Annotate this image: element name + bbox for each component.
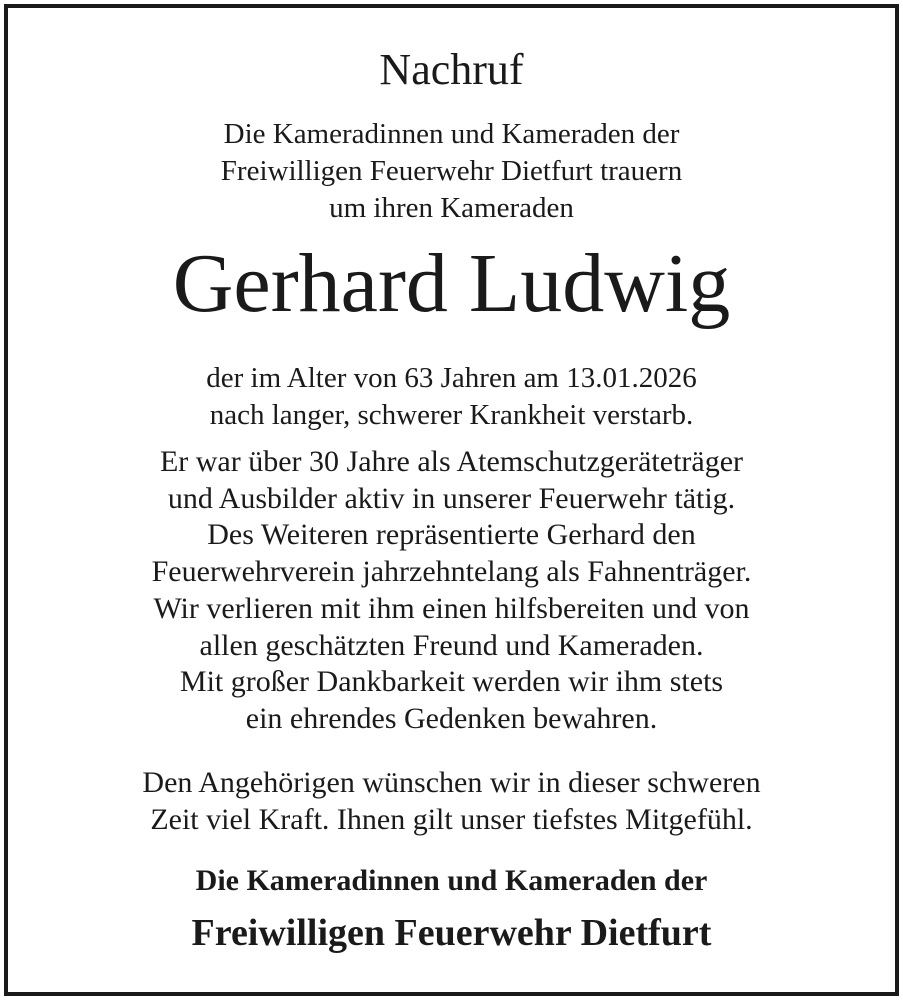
condolence-line: Zeit viel Kraft. Ihnen gilt unser tiefstes Mitgefühl. bbox=[150, 803, 753, 836]
tribute-line: ein ehrendes Gedenken bewahren. bbox=[245, 701, 658, 735]
tribute-line: Mit großer Dankbarkeit werden wir ihm stets bbox=[179, 665, 724, 699]
tribute-line: Er war über 30 Jahre als Atemschutzgeräteträger bbox=[159, 445, 744, 478]
notice-title: Nachruf bbox=[379, 45, 524, 94]
intro-line: um ihren Kameraden bbox=[329, 192, 574, 224]
death-line: nach langer, schwerer Krankheit verstarb. bbox=[209, 399, 694, 431]
death-line: der im Alter von 63 Jahren am 13.01.2026 bbox=[206, 362, 697, 394]
condolence-paragraph bbox=[8, 764, 895, 838]
deceased-name: Gerhard Ludwig bbox=[172, 237, 731, 330]
obituary-notice bbox=[4, 4, 899, 996]
intro-line: Die Kameradinnen und Kameraden der bbox=[223, 118, 680, 150]
death-details bbox=[8, 360, 895, 434]
tribute-paragraph bbox=[8, 444, 895, 738]
signature-line-2: Freiwilligen Feuerwehr Dietfurt bbox=[191, 912, 712, 954]
tribute-line: Feuerwehrverein jahrzehntelang als Fahnenträger. bbox=[151, 555, 752, 589]
tribute-line: Wir verlieren mit ihm einen hilfsbereiten und von bbox=[153, 591, 750, 625]
tribute-line: allen geschätzten Freund und Kameraden. bbox=[199, 628, 704, 662]
intro-line: Freiwilligen Feuerwehr Dietfurt trauern bbox=[220, 155, 683, 187]
signature-line-1: Die Kameradinnen und Kameraden der bbox=[195, 864, 708, 897]
condolence-line: Den Angehörigen wünschen wir in dieser schweren bbox=[142, 766, 761, 799]
intro-paragraph bbox=[8, 116, 895, 227]
tribute-line: Des Weiteren repräsentierte Gerhard den bbox=[207, 518, 696, 552]
tribute-line: und Ausbilder aktiv in unserer Feuerwehr tätig. bbox=[167, 481, 736, 515]
